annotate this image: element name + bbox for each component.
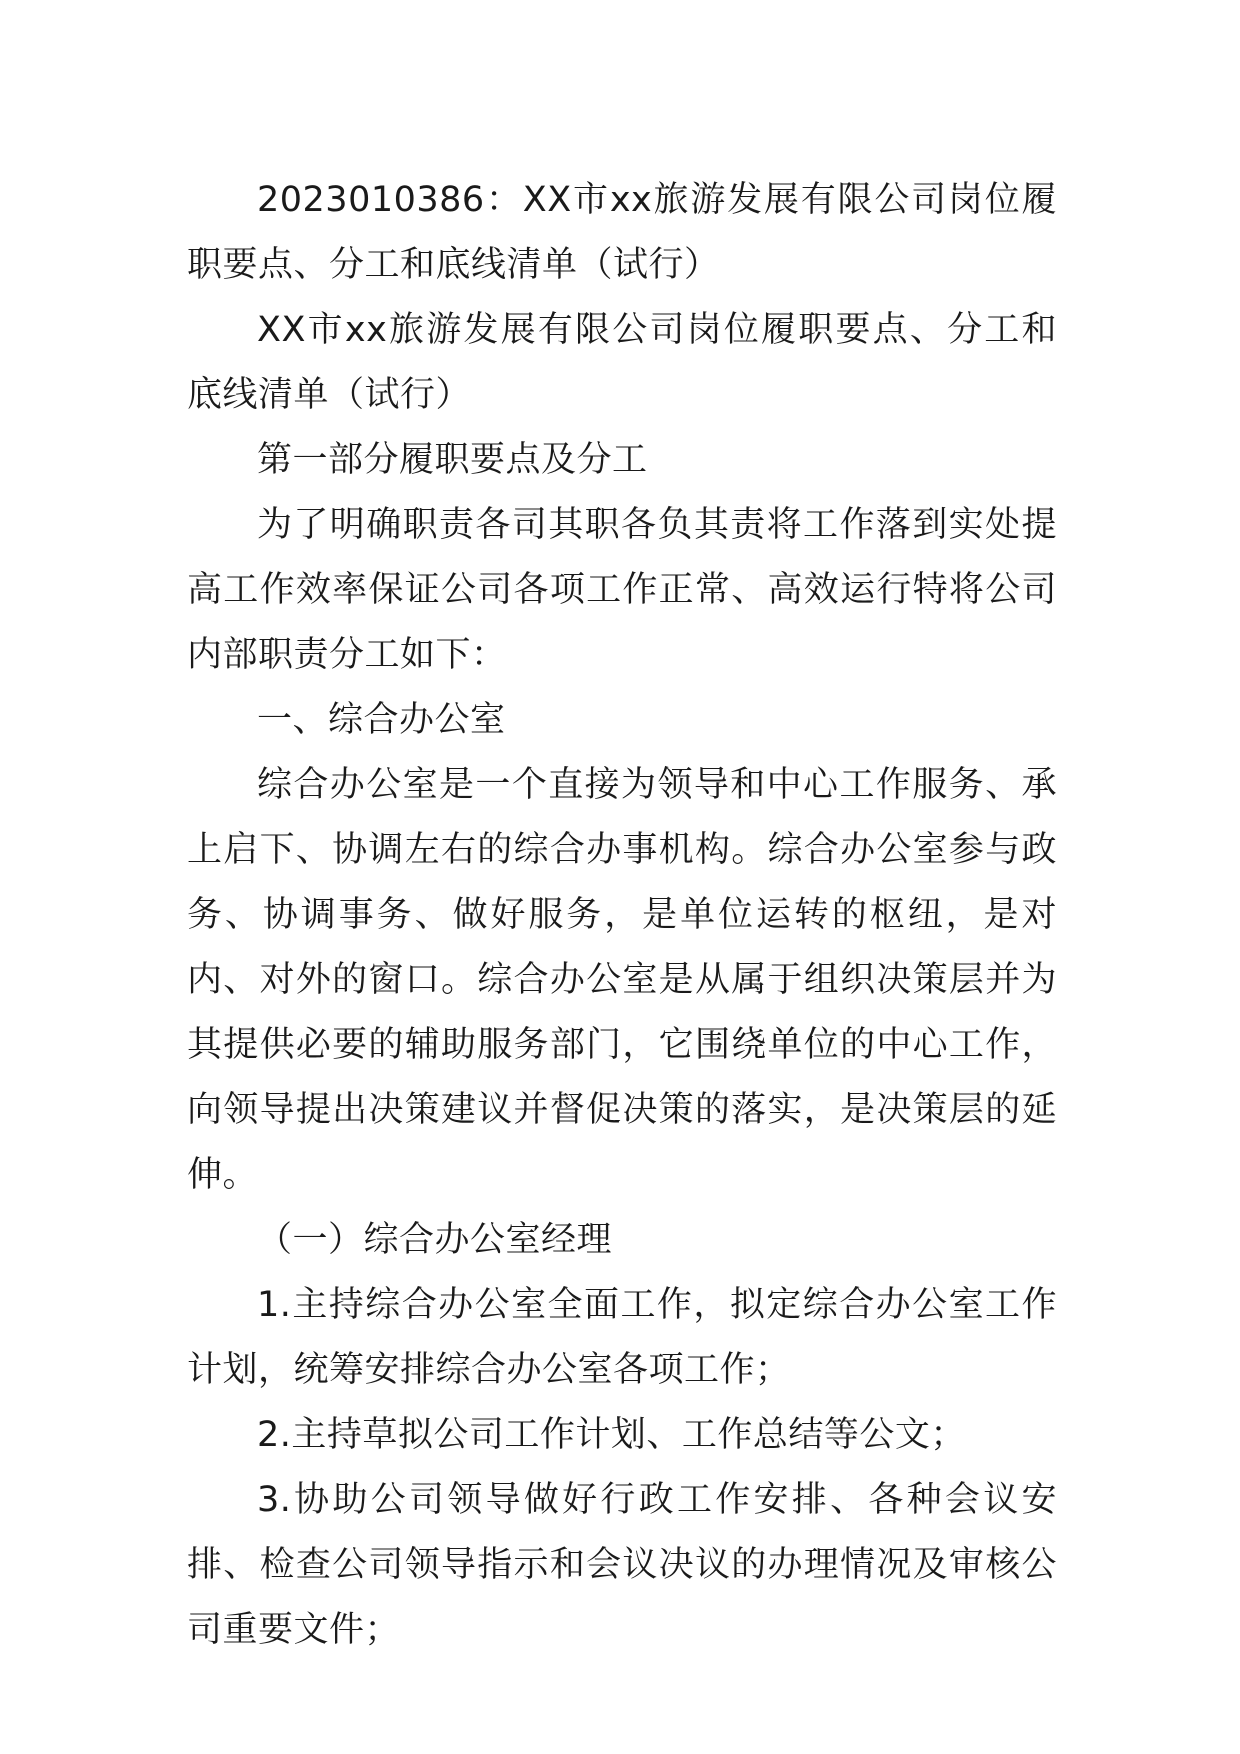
subsection-heading: （一）综合办公室经理 — [257, 1220, 613, 1260]
document-title: XX市xx旅游发展有限公司岗位履职要点、分工和底线清单（试行） — [187, 310, 1057, 415]
part-heading: 第一部分履职要点及分工 — [257, 440, 648, 480]
duty-item: 3.协助公司领导做好行政工作安排、各种会议安排、检查公司领导指示和会议决议的办理情况及审核公司重要文件； — [187, 1480, 1057, 1650]
intro-paragraph: 为了明确职责各司其职各负其责将工作落到实处提高工作效率保证公司各项工作正常、高效运行特将公司内部职责分工如下： — [187, 505, 1057, 675]
document-body — [187, 168, 1057, 1663]
section-heading: 一、综合办公室 — [257, 700, 506, 740]
document-heading-line: 2023010386：XX市xx旅游发展有限公司岗位履职要点、分工和底线清单（试行） — [187, 180, 1057, 285]
duty-item: 2.主持草拟公司工作计划、工作总结等公文； — [257, 1415, 966, 1455]
section-description: 综合办公室是一个直接为领导和中心工作服务、承上启下、协调左右的综合办事机构。综合办公室参与政务、协调事务、做好服务，是单位运转的枢纽，是对内、对外的窗口。综合办公室是从属于组织决策层并为其提供必要的辅助服务部门，它围绕单位的中心工作，向领导提出决策建议并督促决策的落实，是决策层的延伸。 — [187, 765, 1057, 1195]
duty-item: 1.主持综合办公室全面工作，拟定综合办公室工作计划，统筹安排综合办公室各项工作； — [187, 1285, 1057, 1390]
